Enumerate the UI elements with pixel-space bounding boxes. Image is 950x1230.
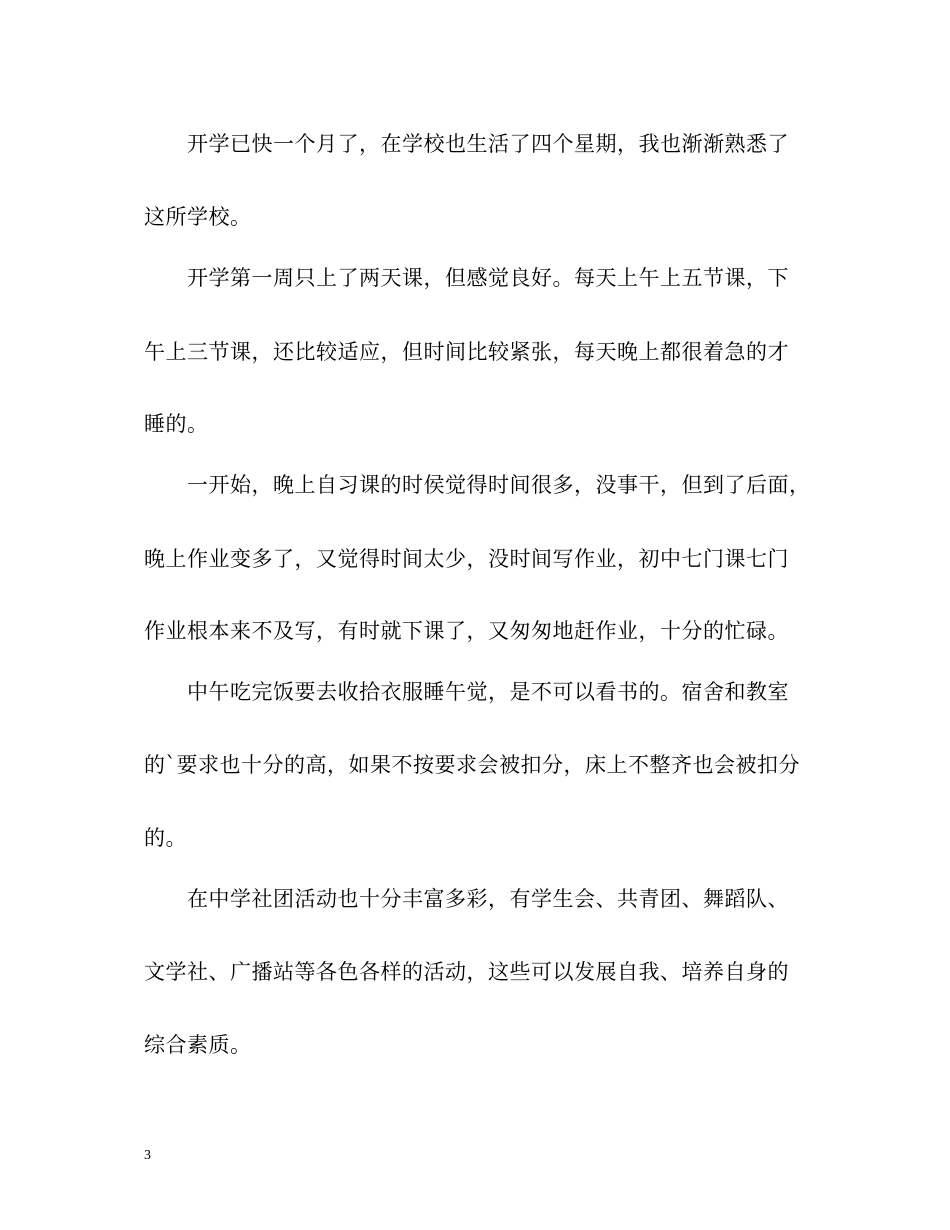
paragraph-line: 午上三节课，还比较适应，但时间比较紧张，每天晚上都很着急的才	[144, 340, 789, 364]
paragraph-line: 开学已快一个月了，在学校也生活了四个星期，我也渐渐熟悉了	[187, 132, 789, 156]
paragraph-line: 睡的。	[144, 412, 209, 436]
paragraph-line: 晚上作业变多了，又觉得时间太少，没时间写作业，初中七门课七门	[144, 547, 789, 571]
paragraph-line: 综合素质。	[144, 1033, 252, 1057]
paragraph-line: 开学第一周只上了两天课，但感觉良好。每天上午上五节课，下	[187, 266, 789, 290]
page-number: 3	[144, 1148, 151, 1163]
paragraph-line: 一开始，晚上自习课的时侯觉得时间很多，没事干，但到了后面，	[187, 473, 811, 497]
paragraph-line: 这所学校。	[144, 205, 252, 229]
paragraph-line: 的。	[144, 826, 187, 850]
paragraph-line: 在中学社团活动也十分丰富多彩，有学生会、共青团、舞蹈队、	[187, 887, 789, 911]
paragraph-line: 中午吃完饭要去收拾衣服睡午觉，是不可以看书的。宿舍和教室	[187, 680, 789, 704]
paragraph-line: 的`要求也十分的高，如果不按要求会被扣分，床上不整齐也会被扣分	[144, 753, 800, 777]
paragraph-line: 作业根本来不及写，有时就下课了，又匆匆地赶作业，十分的忙碌。	[144, 619, 789, 643]
paragraph-line: 文学社、广播站等各色各样的活动，这些可以发展自我、培养自身的	[144, 960, 789, 984]
